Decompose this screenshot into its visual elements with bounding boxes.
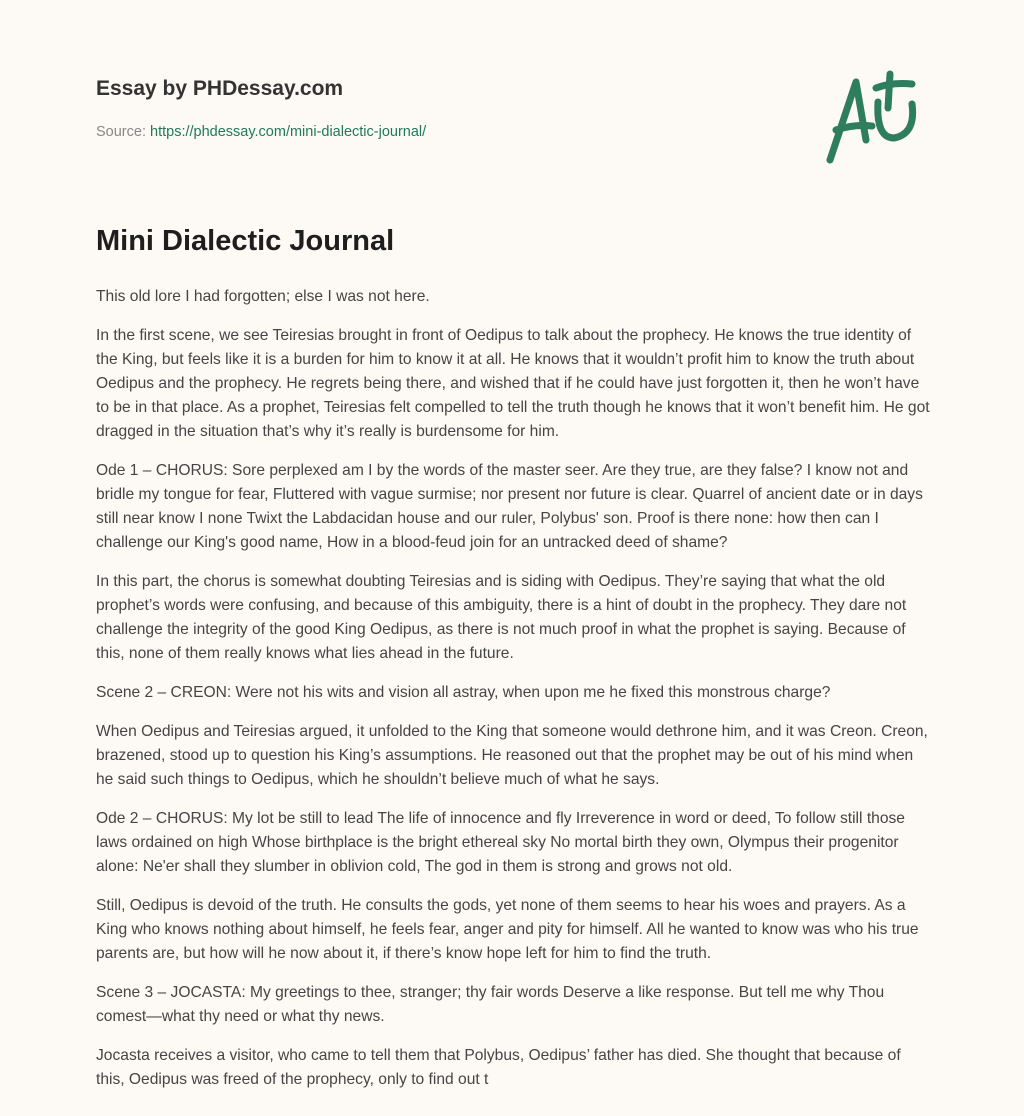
essay-paragraph: When Oedipus and Teiresias argued, it unfolded to the King that someone would dethrone him, and it was Creon. Creon, brazened, stood up to question his King’s assumptions. He reasoned out that the prophet may be out of his mind when he said such things to Oedipus, which he shouldn’t believe much of what he says. — [96, 723, 928, 788]
essay-paragraph: Scene 2 – CREON: Were not his wits and vision all astray, when upon me he fixed this monstrous charge? — [96, 684, 831, 701]
essay-paragraph: Jocasta receives a visitor, who came to tell them that Polybus, Oedipus’ father has died. She thought that because of this, Oedipus was freed of the prophecy, only to find out t — [96, 1047, 901, 1088]
essay-paragraph: Ode 1 – CHORUS: Sore perplexed am I by the words of the master seer. Are they true, are they false? I know not and bridle my tongue for fear, Fluttered with vague surmise; nor present nor future is clear. Quarrel of ancient date or in days still near know I none Twixt the Labdacidan house and our ruler, Polybus' son. Proof is there none: how then can I challenge our King's good name, How in a blood-feud join for an untracked deed of shame? — [96, 462, 923, 551]
a-plus-logo-icon — [820, 68, 930, 168]
site-brand: Essay by PHDessay.com — [96, 77, 344, 100]
essay-paragraph: Still, Oedipus is devoid of the truth. He consults the gods, yet none of them seems to hear his woes and prayers. As a King who knows nothing about himself, he feels fear, anger and pity for himself. All he wanted to know was who his true parents are, but how will he now about it, if there’s know hope left for him to find the truth. — [96, 897, 919, 962]
essay-body — [96, 285, 932, 1107]
essay-paragraph: This old lore I had forgotten; else I was not here. — [96, 288, 430, 305]
source-line — [96, 124, 426, 140]
essay-paragraph: Scene 3 – JOCASTA: My greetings to thee, stranger; thy fair words Deserve a like response. But tell me why Thou comest—what thy need or what thy news. — [96, 984, 885, 1025]
essay-paragraph: In this part, the chorus is somewhat doubting Teiresias and is siding with Oedipus. They’re saying that what the old prophet’s words were confusing, and because of this ambiguity, there is a hint of doubt in the prophecy. They dare not challenge the integrity of the good King Oedipus, as there is not much proof in what the prophet is saying. Because of this, none of them really knows what lies ahead in the future. — [96, 573, 907, 662]
essay-title: Mini Dialectic Journal — [96, 225, 395, 257]
essay-paragraph: Ode 2 – CHORUS: My lot be still to lead The life of innocence and fly Irreverence in word or deed, To follow still those laws ordained on high Whose birthplace is the bright ethereal sky No mortal birth they own, Olympus their progenitor alone: Ne'er shall they slumber in oblivion cold, The god in them is strong and grows not old. — [96, 810, 905, 875]
source-label: Source: — [96, 124, 146, 140]
source-link[interactable]: https://phdessay.com/mini-dialectic-journal/ — [150, 124, 427, 140]
essay-paragraph: In the first scene, we see Teiresias brought in front of Oedipus to talk about the prophecy. He knows the true identity of the King, but feels like it is a burden for him to know it at all. He knows that it wouldn’t profit him to know the truth about Oedipus and the prophecy. He regrets being there, and wished that if he could have just forgotten it, then he won’t have to be in that place. As a prophet, Teiresias felt compelled to tell the truth though he knows that it won’t benefit him. He got dragged in the situation that’s why it’s really is burdensome for him. — [96, 327, 930, 440]
